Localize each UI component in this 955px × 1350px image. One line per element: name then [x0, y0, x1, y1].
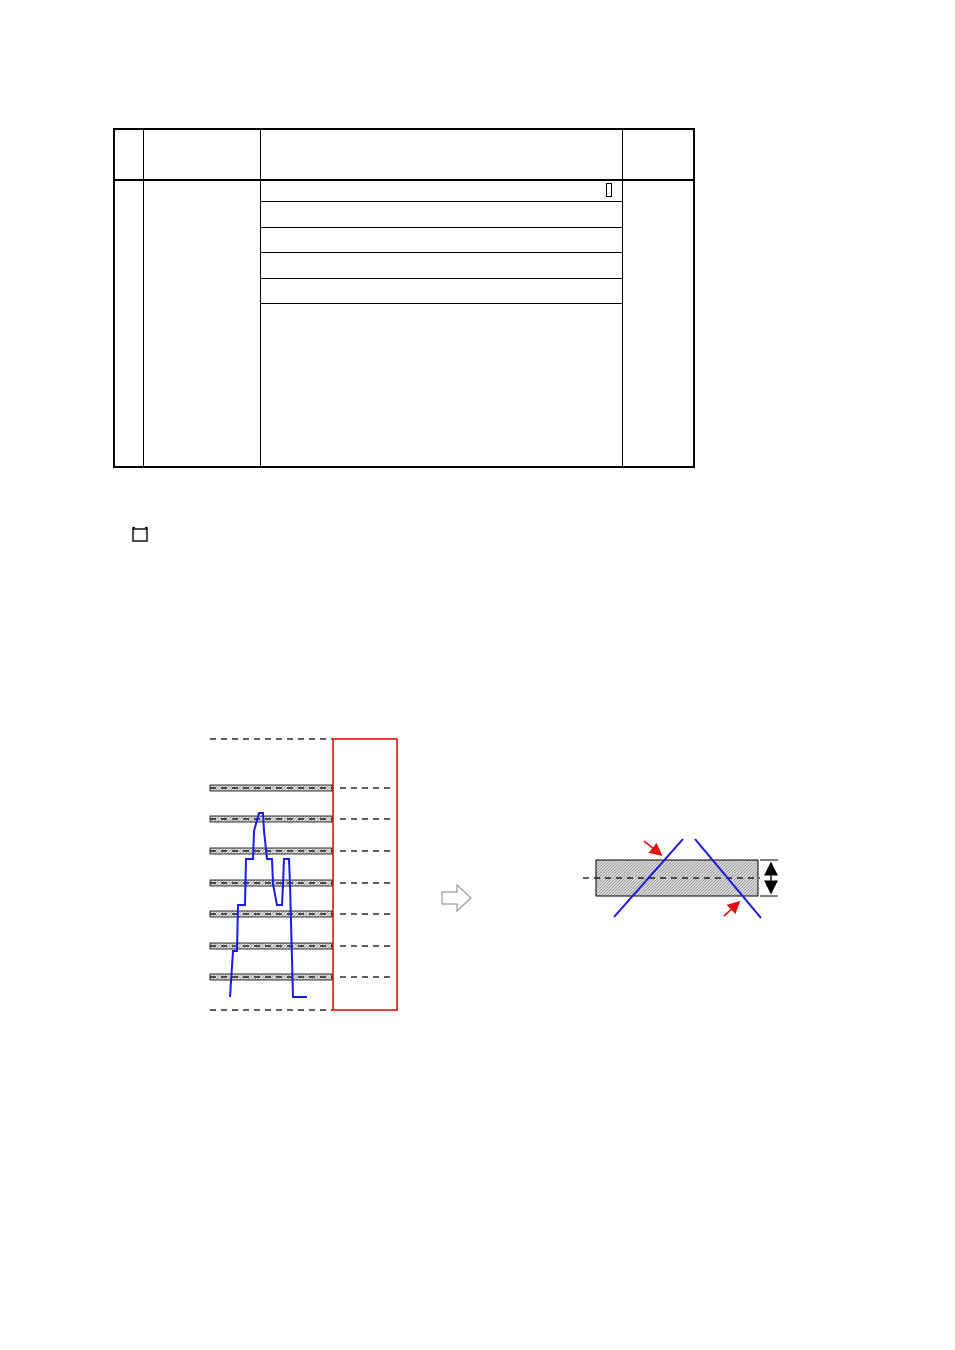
note-icon [131, 526, 149, 542]
row-divider [261, 252, 623, 253]
band [210, 880, 333, 886]
highlight-frame [333, 739, 397, 1010]
band [210, 974, 333, 980]
row-divider [261, 303, 623, 304]
band [210, 848, 333, 854]
band [210, 943, 333, 949]
waveform-diagram [205, 735, 405, 1015]
band [210, 785, 333, 791]
checkbox-icon [606, 183, 612, 197]
row-divider [261, 201, 623, 202]
row-divider [261, 278, 623, 279]
header-divider [115, 179, 693, 181]
signal-line [230, 813, 307, 997]
spec-table [113, 128, 695, 468]
band-crossing-diagram [578, 835, 788, 925]
right-arrow-icon [440, 883, 474, 913]
band [210, 816, 333, 822]
frame-dashed-lines [340, 788, 395, 977]
band [210, 911, 333, 917]
red-pointer-arrow-icon [724, 903, 738, 916]
row-divider [261, 227, 623, 228]
red-pointer-arrow-icon [644, 841, 660, 854]
